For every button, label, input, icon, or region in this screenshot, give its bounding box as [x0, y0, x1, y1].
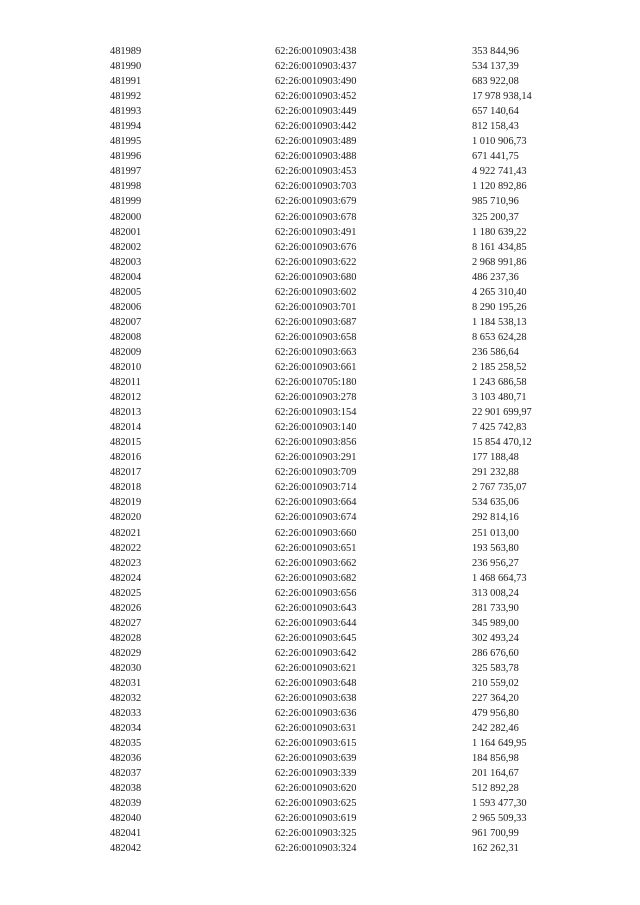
cadastral-number: 62:26:0010903:619	[275, 813, 357, 825]
cadastral-value: 1 468 664,73	[472, 572, 527, 584]
table-row	[0, 526, 640, 541]
cadastral-value: 8 653 624,28	[472, 331, 527, 343]
cadastral-value: 236 956,27	[472, 557, 519, 569]
cadastral-number: 62:26:0010903:325	[275, 828, 357, 840]
cadastral-value: 177 188,48	[472, 452, 519, 464]
cadastral-number: 62:26:0010903:442	[275, 121, 357, 133]
table-row	[0, 450, 640, 465]
row-number: 482009	[110, 346, 142, 358]
table-row	[0, 841, 640, 856]
cadastral-number: 62:26:0010903:658	[275, 331, 357, 343]
table-row	[0, 721, 640, 736]
row-number: 482014	[110, 422, 142, 434]
table-row	[0, 631, 640, 646]
table-row	[0, 541, 640, 556]
cadastral-number: 62:26:0010903:489	[275, 136, 357, 148]
row-number: 481995	[110, 136, 142, 148]
table-row	[0, 465, 640, 480]
cadastral-value: 325 583,78	[472, 662, 519, 674]
cadastral-number: 62:26:0010903:644	[275, 617, 357, 629]
row-number: 482007	[110, 316, 142, 328]
row-number: 482005	[110, 286, 142, 298]
cadastral-value: 985 710,96	[472, 196, 519, 208]
cadastral-number: 62:26:0010903:453	[275, 166, 357, 178]
table-row	[0, 164, 640, 179]
row-number: 482037	[110, 768, 142, 780]
cadastral-value: 671 441,75	[472, 151, 519, 163]
cadastral-number: 62:26:0010903:636	[275, 708, 357, 720]
table-row	[0, 89, 640, 104]
table-row	[0, 330, 640, 345]
cadastral-number: 62:26:0010903:664	[275, 497, 357, 509]
cadastral-number: 62:26:0010903:680	[275, 271, 357, 283]
row-number: 482025	[110, 587, 142, 599]
row-number: 481996	[110, 151, 142, 163]
cadastral-value: 4 265 310,40	[472, 286, 527, 298]
cadastral-value: 313 008,24	[472, 587, 519, 599]
table-row	[0, 225, 640, 240]
row-number: 482027	[110, 617, 142, 629]
cadastral-number: 62:26:0010903:648	[275, 677, 357, 689]
cadastral-number: 62:26:0010903:660	[275, 527, 357, 539]
table-row	[0, 119, 640, 134]
table-row	[0, 59, 640, 74]
cadastral-value: 236 586,64	[472, 346, 519, 358]
row-number: 482026	[110, 602, 142, 614]
cadastral-value: 17 978 938,14	[472, 91, 532, 103]
cadastral-value: 281 733,90	[472, 602, 519, 614]
table-row	[0, 510, 640, 525]
table-row	[0, 315, 640, 330]
cadastral-number: 62:26:0010903:638	[275, 693, 357, 705]
table-row	[0, 270, 640, 285]
cadastral-number: 62:26:0010903:438	[275, 46, 357, 57]
row-number: 482002	[110, 241, 142, 253]
row-number: 481998	[110, 181, 142, 193]
cadastral-value: 286 676,60	[472, 647, 519, 659]
cadastral-value: 1 593 477,30	[472, 798, 527, 810]
row-number: 482013	[110, 407, 142, 419]
cadastral-value: 657 140,64	[472, 106, 519, 118]
cadastral-number: 62:26:0010903:449	[275, 106, 357, 118]
cadastral-value: 8 290 195,26	[472, 301, 527, 313]
table-row	[0, 586, 640, 601]
cadastral-number: 62:26:0010903:663	[275, 346, 357, 358]
table-row	[0, 646, 640, 661]
row-number: 482012	[110, 392, 142, 404]
cadastral-value: 683 922,08	[472, 76, 519, 88]
cadastral-value: 242 282,46	[472, 723, 519, 735]
row-number: 482032	[110, 693, 142, 705]
row-number: 482015	[110, 437, 142, 449]
cadastral-value: 291 232,88	[472, 467, 519, 479]
row-number: 482019	[110, 497, 142, 509]
row-number: 482011	[110, 377, 141, 389]
row-number: 482010	[110, 361, 142, 373]
cadastral-value: 325 200,37	[472, 211, 519, 223]
cadastral-value: 1 243 686,58	[472, 377, 527, 389]
table-row	[0, 194, 640, 209]
cadastral-number: 62:26:0010903:278	[275, 392, 357, 404]
cadastral-value: 184 856,98	[472, 753, 519, 765]
cadastral-value: 302 493,24	[472, 632, 519, 644]
row-number: 482001	[110, 226, 142, 238]
cadastral-number: 62:26:0010903:656	[275, 587, 357, 599]
table-row	[0, 796, 640, 811]
table-row	[0, 149, 640, 164]
table-row	[0, 766, 640, 781]
cadastral-value: 7 425 742,83	[472, 422, 527, 434]
row-number: 481999	[110, 196, 142, 208]
cadastral-number: 62:26:0010903:452	[275, 91, 357, 103]
table-row	[0, 210, 640, 225]
table-row	[0, 104, 640, 119]
cadastral-value: 1 010 906,73	[472, 136, 527, 148]
row-number: 481993	[110, 106, 142, 118]
row-number: 482022	[110, 542, 142, 554]
row-number: 482039	[110, 798, 142, 810]
cadastral-value: 486 237,36	[472, 271, 519, 283]
cadastral-number: 62:26:0010903:701	[275, 301, 357, 313]
cadastral-number: 62:26:0010903:620	[275, 783, 357, 795]
row-number: 481989	[110, 46, 142, 57]
cadastral-value: 479 956,80	[472, 708, 519, 720]
table-row	[0, 480, 640, 495]
cadastral-number: 62:26:0010903:291	[275, 452, 357, 464]
cadastral-number: 62:26:0010903:661	[275, 361, 357, 373]
cadastral-number: 62:26:0010903:490	[275, 76, 357, 88]
table-row	[0, 300, 640, 315]
row-number: 481994	[110, 121, 142, 133]
row-number: 482031	[110, 677, 142, 689]
row-number: 482008	[110, 331, 142, 343]
cadastral-value: 210 559,02	[472, 677, 519, 689]
cadastral-value: 8 161 434,85	[472, 241, 527, 253]
row-number: 482000	[110, 211, 142, 223]
row-number: 482028	[110, 632, 142, 644]
cadastral-value: 3 103 480,71	[472, 392, 527, 404]
table-row	[0, 616, 640, 631]
row-number: 482016	[110, 452, 142, 464]
cadastral-value: 812 158,43	[472, 121, 519, 133]
cadastral-number: 62:26:0010705:180	[275, 377, 357, 389]
cadastral-value: 201 164,67	[472, 768, 519, 780]
cadastral-number: 62:26:0010903:662	[275, 557, 357, 569]
cadastral-value: 1 184 538,13	[472, 316, 527, 328]
cadastral-number: 62:26:0010903:679	[275, 196, 357, 208]
cadastral-value: 2 185 258,52	[472, 361, 527, 373]
cadastral-number: 62:26:0010903:339	[275, 768, 357, 780]
cadastral-value: 1 120 892,86	[472, 181, 527, 193]
row-number: 482020	[110, 512, 142, 524]
row-number: 481990	[110, 61, 142, 73]
row-number: 482018	[110, 482, 142, 494]
table-row	[0, 285, 640, 300]
table-row	[0, 781, 640, 796]
table-row	[0, 74, 640, 89]
table-row	[0, 375, 640, 390]
table-row	[0, 676, 640, 691]
row-number: 482003	[110, 256, 142, 268]
cadastral-number: 62:26:0010903:703	[275, 181, 357, 193]
cadastral-number: 62:26:0010903:687	[275, 316, 357, 328]
cadastral-value: 162 262,31	[472, 843, 519, 855]
table-row	[0, 661, 640, 676]
cadastral-value: 534 137,39	[472, 61, 519, 73]
table-row	[0, 826, 640, 841]
cadastral-number: 62:26:0010903:709	[275, 467, 357, 479]
cadastral-value: 353 844,96	[472, 46, 519, 57]
table-row	[0, 240, 640, 255]
row-number: 481997	[110, 166, 142, 178]
table-row	[0, 390, 640, 405]
row-number: 482024	[110, 572, 142, 584]
row-number: 482034	[110, 723, 142, 735]
table-row	[0, 556, 640, 571]
cadastral-number: 62:26:0010903:856	[275, 437, 357, 449]
cadastral-number: 62:26:0010903:140	[275, 422, 357, 434]
row-number: 482006	[110, 301, 142, 313]
cadastral-number: 62:26:0010903:714	[275, 482, 357, 494]
table-row	[0, 44, 640, 59]
table-row	[0, 706, 640, 721]
table-row	[0, 435, 640, 450]
cadastral-number: 62:26:0010903:488	[275, 151, 357, 163]
cadastral-value: 961 700,99	[472, 828, 519, 840]
table-row	[0, 736, 640, 751]
row-number: 482023	[110, 557, 142, 569]
cadastral-number: 62:26:0010903:643	[275, 602, 357, 614]
cadastral-number: 62:26:0010903:491	[275, 226, 357, 238]
table-row	[0, 811, 640, 826]
row-number: 482040	[110, 813, 142, 825]
table-row	[0, 405, 640, 420]
row-number: 482041	[110, 828, 142, 840]
cadastral-number: 62:26:0010903:674	[275, 512, 357, 524]
cadastral-number: 62:26:0010903:651	[275, 542, 357, 554]
table-row	[0, 571, 640, 586]
row-number: 482017	[110, 467, 142, 479]
cadastral-value: 15 854 470,12	[472, 437, 532, 449]
cadastral-number: 62:26:0010903:602	[275, 286, 357, 298]
table-row	[0, 255, 640, 270]
row-number: 482035	[110, 738, 142, 750]
cadastral-value: 227 364,20	[472, 693, 519, 705]
table-row	[0, 751, 640, 766]
cadastral-number: 62:26:0010903:625	[275, 798, 357, 810]
cadastral-value: 251 013,00	[472, 527, 519, 539]
cadastral-value-table	[0, 44, 640, 857]
table-row	[0, 345, 640, 360]
cadastral-number: 62:26:0010903:622	[275, 256, 357, 268]
row-number: 482004	[110, 271, 142, 283]
row-number: 482038	[110, 783, 142, 795]
cadastral-value: 534 635,06	[472, 497, 519, 509]
cadastral-value: 512 892,28	[472, 783, 519, 795]
cadastral-value: 345 989,00	[472, 617, 519, 629]
row-number: 481992	[110, 91, 142, 103]
table-row	[0, 179, 640, 194]
row-number: 482030	[110, 662, 142, 674]
table-row	[0, 495, 640, 510]
row-number: 482033	[110, 708, 142, 720]
cadastral-number: 62:26:0010903:615	[275, 738, 357, 750]
cadastral-number: 62:26:0010903:639	[275, 753, 357, 765]
cadastral-number: 62:26:0010903:642	[275, 647, 357, 659]
cadastral-value: 4 922 741,43	[472, 166, 527, 178]
table-row	[0, 691, 640, 706]
cadastral-value: 2 965 509,33	[472, 813, 527, 825]
row-number: 482042	[110, 843, 142, 855]
table-row	[0, 134, 640, 149]
cadastral-number: 62:26:0010903:437	[275, 61, 357, 73]
table-row	[0, 420, 640, 435]
cadastral-number: 62:26:0010903:678	[275, 211, 357, 223]
cadastral-value: 2 767 735,07	[472, 482, 527, 494]
cadastral-number: 62:26:0010903:676	[275, 241, 357, 253]
cadastral-value: 193 563,80	[472, 542, 519, 554]
cadastral-number: 62:26:0010903:682	[275, 572, 357, 584]
row-number: 482036	[110, 753, 142, 765]
row-number: 481991	[110, 76, 142, 88]
cadastral-value: 22 901 699,97	[472, 407, 532, 419]
cadastral-number: 62:26:0010903:324	[275, 843, 357, 855]
table-row	[0, 360, 640, 375]
table-row	[0, 601, 640, 616]
cadastral-number: 62:26:0010903:154	[275, 407, 357, 419]
cadastral-value: 1 180 639,22	[472, 226, 527, 238]
cadastral-number: 62:26:0010903:621	[275, 662, 357, 674]
row-number: 482029	[110, 647, 142, 659]
cadastral-number: 62:26:0010903:631	[275, 723, 357, 735]
cadastral-value: 292 814,16	[472, 512, 519, 524]
cadastral-value: 1 164 649,95	[472, 738, 527, 750]
cadastral-value: 2 968 991,86	[472, 256, 527, 268]
cadastral-number: 62:26:0010903:645	[275, 632, 357, 644]
row-number: 482021	[110, 527, 142, 539]
